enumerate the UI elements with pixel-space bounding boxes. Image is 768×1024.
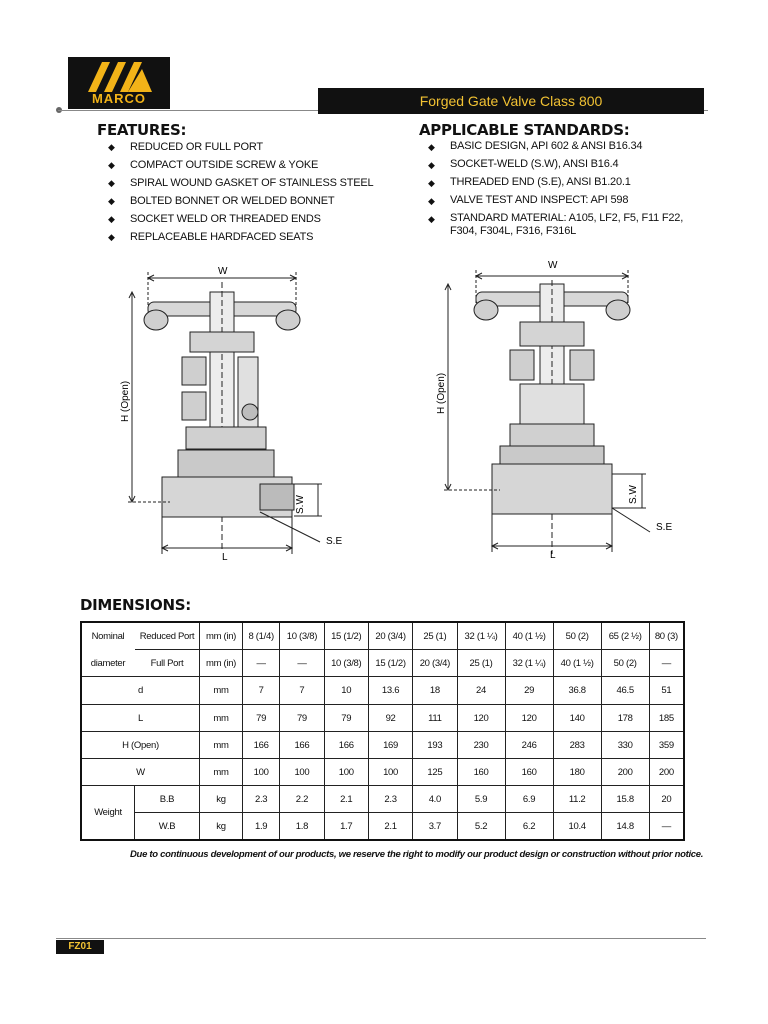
table-cell: 50 (2)	[601, 650, 649, 677]
drawing-l-label: L	[550, 550, 556, 561]
row-label: W	[81, 759, 200, 786]
table-cell: 10 (3/8)	[280, 622, 324, 650]
table-cell: 169	[368, 732, 412, 759]
drawing-sw-label: S.W	[295, 495, 306, 514]
table-cell: 10 (3/8)	[324, 650, 368, 677]
row-label: H (Open)	[81, 732, 200, 759]
table-cell: 230	[457, 732, 505, 759]
drawing-se-label: S.E	[326, 536, 343, 547]
features-heading: FEATURES:	[97, 121, 187, 139]
table-cell: 330	[601, 732, 649, 759]
table-cell: 1.9	[243, 813, 280, 841]
full-port-label: Full Port	[135, 650, 200, 677]
reduced-port-label: Reduced Port	[135, 622, 200, 650]
table-cell: 15 (1/2)	[368, 650, 412, 677]
table-cell: 32 (1 ¼)	[457, 622, 505, 650]
table-cell: —	[649, 650, 684, 677]
logo-m-icon	[84, 61, 156, 93]
table-cell: 200	[601, 759, 649, 786]
table-row	[81, 786, 684, 813]
double-arrow-icon: ◆	[428, 214, 435, 224]
drawing-h-label: H (Open)	[436, 372, 447, 414]
table-cell: 8 (1/4)	[243, 622, 280, 650]
row-label: d	[81, 677, 200, 705]
unit-cell: mm (in)	[200, 650, 243, 677]
list-item: ◆ STANDARD MATERIAL: A105, LF2, F5, F11 F22, F304, F304L, F316, F316L	[428, 212, 684, 237]
unit-cell: mm	[200, 759, 243, 786]
table-cell: 25 (1)	[457, 650, 505, 677]
table-cell: 111	[413, 705, 457, 732]
valve-drawing-threaded	[420, 254, 690, 564]
table-cell: 140	[553, 705, 601, 732]
standards-heading: APPLICABLE STANDARDS:	[419, 121, 630, 139]
table-cell: 2.1	[368, 813, 412, 841]
row-label: W.B	[135, 813, 200, 841]
drawing-w-label: W	[218, 266, 228, 277]
list-item: ◆ VALVE TEST AND INSPECT: API 598	[428, 192, 688, 210]
table-cell: 166	[324, 732, 368, 759]
table-cell: 65 (2 ½)	[601, 622, 649, 650]
drawing-w-label: W	[548, 260, 558, 271]
table-row	[81, 705, 684, 732]
table-cell: 20	[649, 786, 684, 813]
footer-rule	[56, 938, 706, 939]
table-cell: 46.5	[601, 677, 649, 705]
table-cell: 15.8	[601, 786, 649, 813]
dimensions-heading: DIMENSIONS:	[80, 596, 191, 614]
unit-cell: mm	[200, 732, 243, 759]
drawing-se-label: S.E	[656, 522, 673, 533]
disclaimer-notice: Due to continuous development of our products, we reserve the right to modify our product design or construction without prior notice.	[130, 849, 704, 860]
table-cell: 7	[280, 677, 324, 705]
double-arrow-icon: ◆	[428, 196, 435, 206]
table-cell: 51	[649, 677, 684, 705]
table-cell: 40 (1 ½)	[553, 650, 601, 677]
table-cell: 2.1	[324, 786, 368, 813]
table-cell: 20 (3/4)	[368, 622, 412, 650]
table-cell: 5.9	[457, 786, 505, 813]
drawing-l-label: L	[222, 552, 228, 563]
table-cell: 40 (1 ½)	[505, 622, 553, 650]
double-arrow-icon: ◆	[108, 214, 115, 224]
table-cell: 120	[457, 705, 505, 732]
double-arrow-icon: ◆	[108, 178, 115, 188]
double-arrow-icon: ◆	[108, 232, 115, 242]
double-arrow-icon: ◆	[108, 196, 115, 206]
unit-cell: kg	[200, 786, 243, 813]
table-cell: 11.2	[553, 786, 601, 813]
table-cell: 200	[649, 759, 684, 786]
table-cell: 79	[243, 705, 280, 732]
table-cell: 13.6	[368, 677, 412, 705]
table-row	[81, 622, 684, 650]
weight-label: Weight	[81, 786, 135, 841]
table-cell: 24	[457, 677, 505, 705]
row-label: L	[81, 705, 200, 732]
table-cell: —	[649, 813, 684, 841]
table-cell: 6.9	[505, 786, 553, 813]
list-item: ◆ REPLACEABLE HARDFACED SEATS	[108, 228, 408, 246]
table-cell: 80 (3)	[649, 622, 684, 650]
table-cell: 32 (1 ¼)	[505, 650, 553, 677]
features-list	[108, 138, 408, 246]
table-cell: 79	[324, 705, 368, 732]
table-row	[81, 732, 684, 759]
table-cell: 1.8	[280, 813, 324, 841]
table-cell: 92	[368, 705, 412, 732]
table-cell: 5.2	[457, 813, 505, 841]
table-row	[81, 677, 684, 705]
table-cell: 160	[505, 759, 553, 786]
table-cell: 4.0	[413, 786, 457, 813]
table-cell: 283	[553, 732, 601, 759]
table-row	[81, 650, 684, 677]
table-cell: 2.3	[368, 786, 412, 813]
table-cell: 36.8	[553, 677, 601, 705]
list-item: ◆ COMPACT OUTSIDE SCREW & YOKE	[108, 156, 408, 174]
table-cell: —	[280, 650, 324, 677]
nominal-label: Nominal	[81, 622, 135, 650]
table-cell: 120	[505, 705, 553, 732]
double-arrow-icon: ◆	[108, 160, 115, 170]
logo-text: MARCO	[91, 91, 147, 106]
table-cell: 18	[413, 677, 457, 705]
table-cell: 1.7	[324, 813, 368, 841]
double-arrow-icon: ◆	[428, 178, 435, 188]
list-item: ◆ THREADED END (S.E), ANSI B1.20.1	[428, 174, 688, 192]
table-cell: 20 (3/4)	[413, 650, 457, 677]
valve-drawing-socket-weld	[110, 262, 370, 572]
double-arrow-icon: ◆	[428, 142, 435, 152]
unit-cell: mm	[200, 677, 243, 705]
table-cell: 7	[243, 677, 280, 705]
table-cell: 10.4	[553, 813, 601, 841]
table-cell: 100	[280, 759, 324, 786]
standards-list	[428, 138, 688, 241]
list-item: ◆ BOLTED BONNET OR WELDED BONNET	[108, 192, 408, 210]
page-code: FZ01	[56, 940, 104, 954]
table-cell: 2.2	[280, 786, 324, 813]
drawing-sw-label: S.W	[628, 485, 639, 504]
marco-logo	[68, 57, 170, 109]
table-cell: 166	[280, 732, 324, 759]
unit-cell: mm (in)	[200, 622, 243, 650]
unit-cell: kg	[200, 813, 243, 841]
table-cell: 14.8	[601, 813, 649, 841]
table-row	[81, 813, 684, 841]
list-item: ◆ SOCKET WELD OR THREADED ENDS	[108, 210, 408, 228]
table-cell: 160	[457, 759, 505, 786]
table-cell: 193	[413, 732, 457, 759]
table-cell: 29	[505, 677, 553, 705]
double-arrow-icon: ◆	[428, 160, 435, 170]
table-cell: 79	[280, 705, 324, 732]
page-title: Forged Gate Valve Class 800	[318, 88, 704, 114]
table-cell: 246	[505, 732, 553, 759]
table-cell: 185	[649, 705, 684, 732]
table-cell: 2.3	[243, 786, 280, 813]
table-cell: 50 (2)	[553, 622, 601, 650]
table-cell: 166	[243, 732, 280, 759]
list-item: ◆ REDUCED OR FULL PORT	[108, 138, 408, 156]
table-cell: 6.2	[505, 813, 553, 841]
dimensions-table	[80, 621, 685, 841]
list-item: ◆ BASIC DESIGN, API 602 & ANSI B16.34	[428, 138, 688, 156]
list-item: ◆ SPIRAL WOUND GASKET OF STAINLESS STEEL	[108, 174, 408, 192]
table-cell: 178	[601, 705, 649, 732]
table-cell: 100	[243, 759, 280, 786]
drawing-h-label: H (Open)	[120, 380, 131, 422]
list-item: ◆ SOCKET-WELD (S.W), ANSI B16.4	[428, 156, 688, 174]
table-cell: 15 (1/2)	[324, 622, 368, 650]
diameter-label: diameter	[81, 650, 135, 677]
table-cell: 100	[368, 759, 412, 786]
table-cell: 3.7	[413, 813, 457, 841]
table-cell: 100	[324, 759, 368, 786]
table-cell: 359	[649, 732, 684, 759]
table-cell: 25 (1)	[413, 622, 457, 650]
row-label: B.B	[135, 786, 200, 813]
unit-cell: mm	[200, 705, 243, 732]
table-row	[81, 759, 684, 786]
double-arrow-icon: ◆	[108, 142, 115, 152]
table-cell: 125	[413, 759, 457, 786]
table-cell: —	[243, 650, 280, 677]
table-cell: 180	[553, 759, 601, 786]
table-cell: 10	[324, 677, 368, 705]
